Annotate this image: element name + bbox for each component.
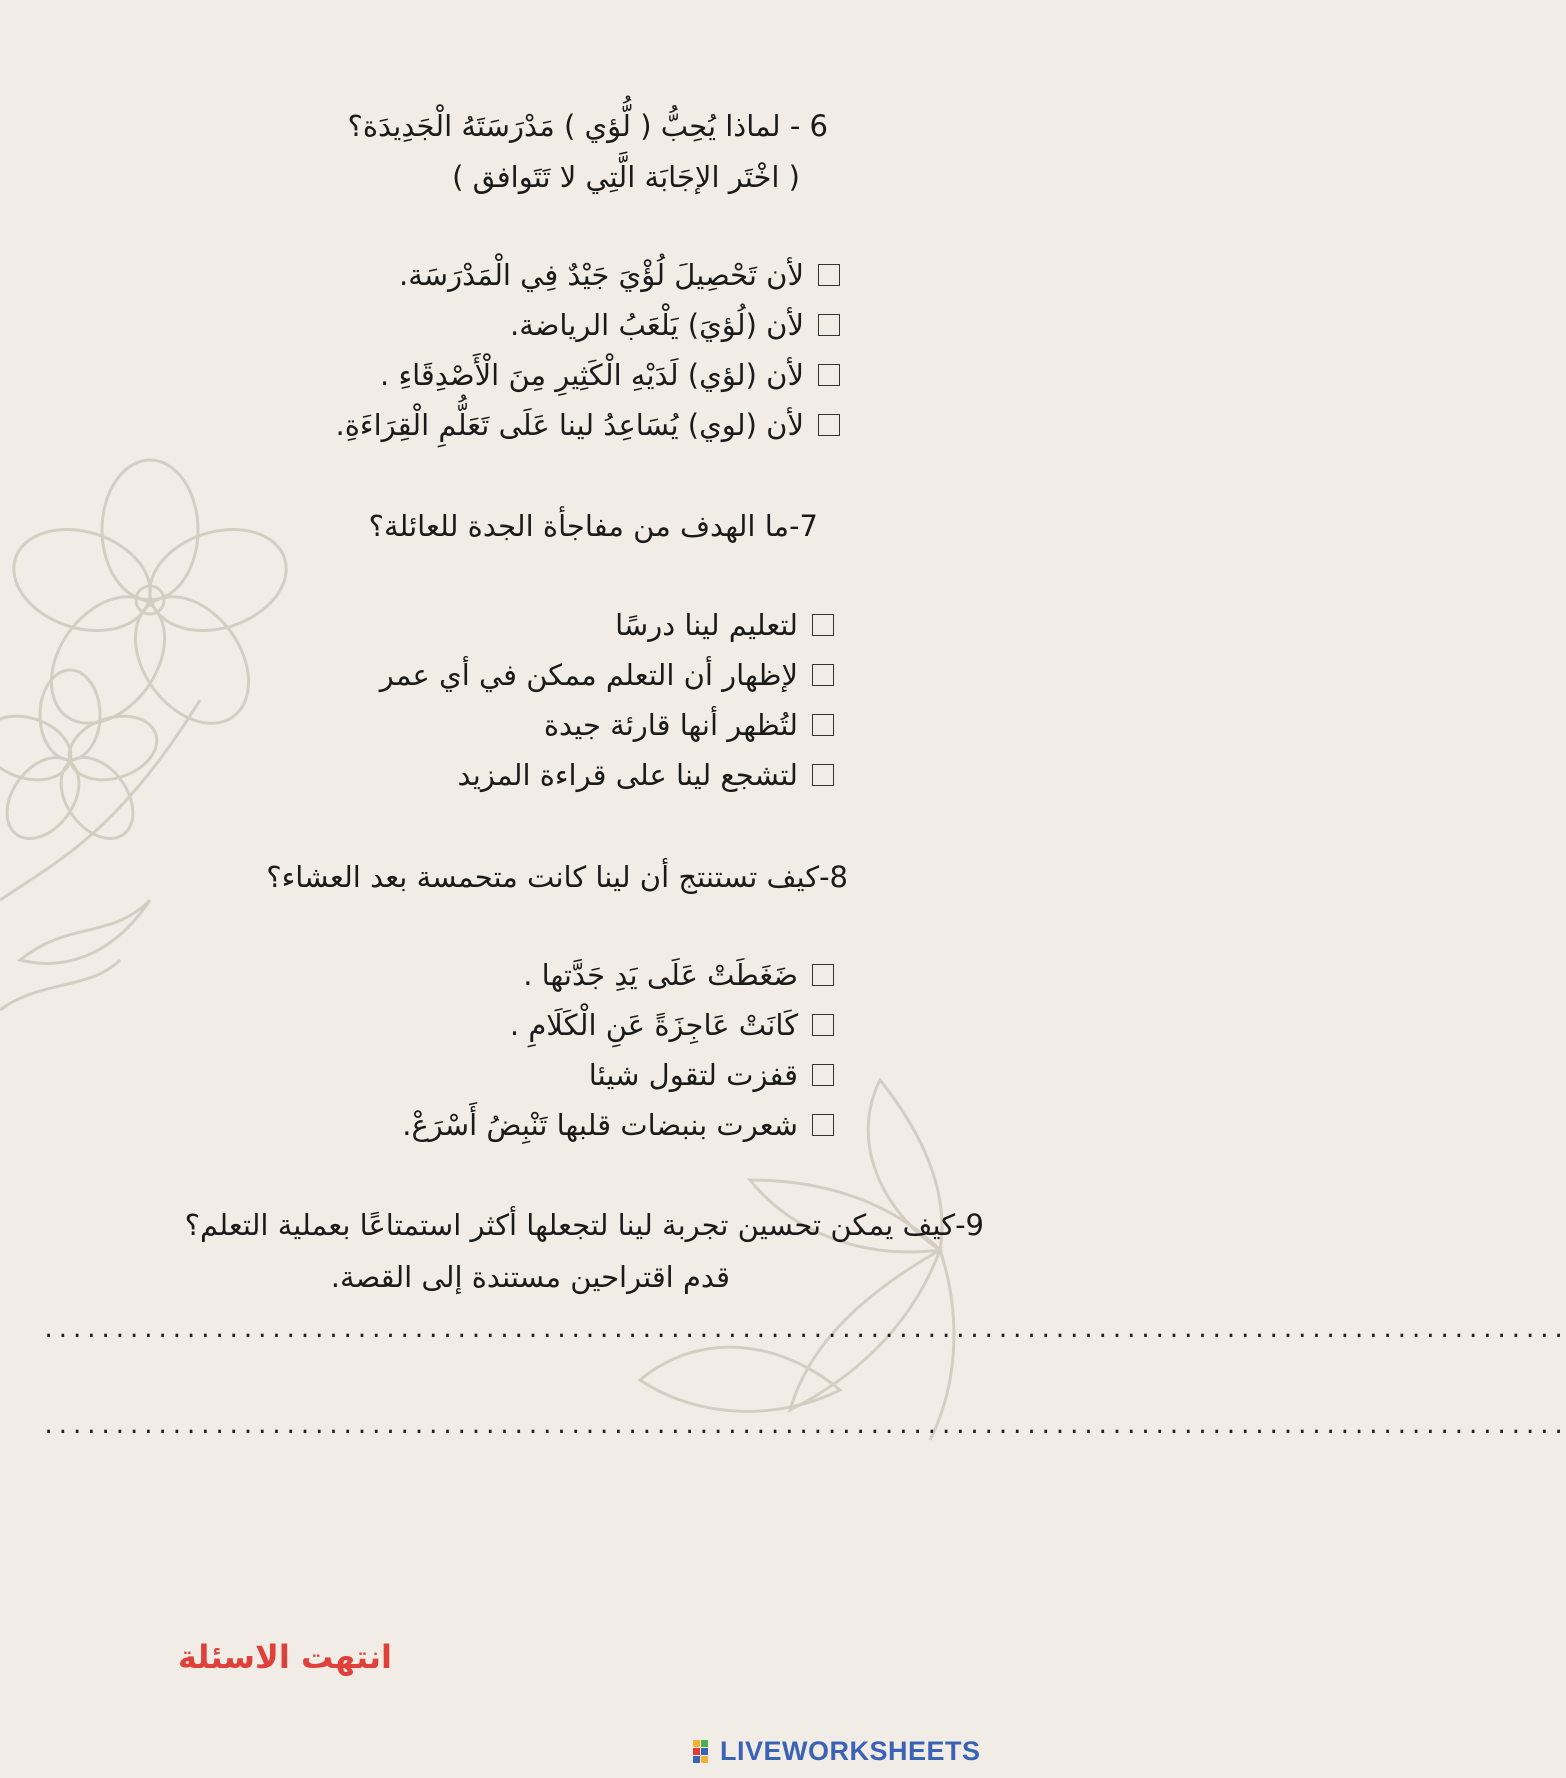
answer-line-2[interactable]: ........................................................................................................... xyxy=(42,1414,1566,1439)
option-label: قفزت لتقول شيئا xyxy=(588,1058,798,1092)
q8-option-2[interactable] xyxy=(510,1003,834,1047)
q7-option-4[interactable] xyxy=(458,753,834,797)
checkbox[interactable] xyxy=(818,414,840,436)
checkbox[interactable] xyxy=(812,764,834,786)
q6-option-2[interactable] xyxy=(510,303,840,347)
question-9-title: 9-كيف يمكن تحسين تجربة لينا لتجعلها أكثر استمتاعًا بعملية التعلم؟ xyxy=(184,1208,984,1242)
question-7-title: 7-ما الهدف من مفاجأة الجدة للعائلة؟ xyxy=(368,509,818,543)
checkbox[interactable] xyxy=(812,1114,834,1136)
option-label: لتُظهر أنها قارئة جيدة xyxy=(543,708,798,742)
q7-option-1[interactable] xyxy=(615,603,834,647)
q6-option-3[interactable] xyxy=(380,353,840,397)
question-9-subtitle: قدم اقتراحين مستندة إلى القصة. xyxy=(330,1260,730,1294)
liveworksheets-logo xyxy=(692,1736,981,1767)
option-label: لأن (لؤي) لَدَيْهِ الْكَثِيرِ مِنَ الْأَصْدِقَاءِ . xyxy=(380,358,804,392)
q7-option-3[interactable] xyxy=(544,703,834,747)
option-label: لأن (لُؤيَ) يَلْعَبُ الرياضة. xyxy=(510,308,804,342)
checkbox[interactable] xyxy=(812,664,834,686)
option-label: لأن (لوي) يُسَاعِدُ لينا عَلَى تَعَلُّمِ الْقِرَاءَةِ. xyxy=(335,408,804,442)
end-of-questions-label: انتهت الاسئلة xyxy=(178,1638,392,1676)
option-label: ضَغَطَتْ عَلَى يَدِ جَدَّتها . xyxy=(523,958,798,992)
checkbox[interactable] xyxy=(812,614,834,636)
q6-option-4[interactable] xyxy=(336,403,840,447)
q8-option-1[interactable] xyxy=(523,953,834,997)
checkbox[interactable] xyxy=(812,964,834,986)
checkbox[interactable] xyxy=(812,1014,834,1036)
option-label: لأن تَحْصِيلَ لُؤْيَ جَيْدٌ فِي الْمَدْرَسَة. xyxy=(399,258,804,292)
checkbox[interactable] xyxy=(812,714,834,736)
checkbox[interactable] xyxy=(818,264,840,286)
q8-option-4[interactable] xyxy=(402,1103,834,1147)
option-label: لإظهار أن التعلم ممكن في أي عمر xyxy=(379,658,798,692)
question-6-title: 6 - لماذا يُحِبُّ ( لُّؤي ) مَدْرَسَتَهُ الْجَدِيدَة؟ xyxy=(347,109,828,143)
checkbox[interactable] xyxy=(818,364,840,386)
option-label: لتعليم لينا درسًا xyxy=(615,608,798,642)
question-8-title: 8-كيف تستنتج أن لينا كانت متحمسة بعد العشاء؟ xyxy=(266,860,848,894)
liveworksheets-icon xyxy=(692,1739,716,1765)
option-label: كَانَتْ عَاجِزَةً عَنِ الْكَلَامِ . xyxy=(509,1008,798,1042)
question-6-instruction: ( اخْتَر الإجَابَة الَّتِي لا تَتَوافق ) xyxy=(452,160,800,194)
checkbox[interactable] xyxy=(818,314,840,336)
option-label: لتشجع لينا على قراءة المزيد xyxy=(457,758,798,792)
q7-option-2[interactable] xyxy=(380,653,834,697)
q6-option-1[interactable] xyxy=(399,253,840,297)
answer-line-1[interactable]: ........................................................................................................... xyxy=(42,1318,1566,1343)
checkbox[interactable] xyxy=(812,1064,834,1086)
q8-option-3[interactable] xyxy=(589,1053,834,1097)
brand-name: LIVEWORKSHEETS xyxy=(720,1736,981,1766)
option-label: شعرت بنبضات قلبها تَنْبِضُ أَسْرَعْ. xyxy=(402,1108,798,1142)
